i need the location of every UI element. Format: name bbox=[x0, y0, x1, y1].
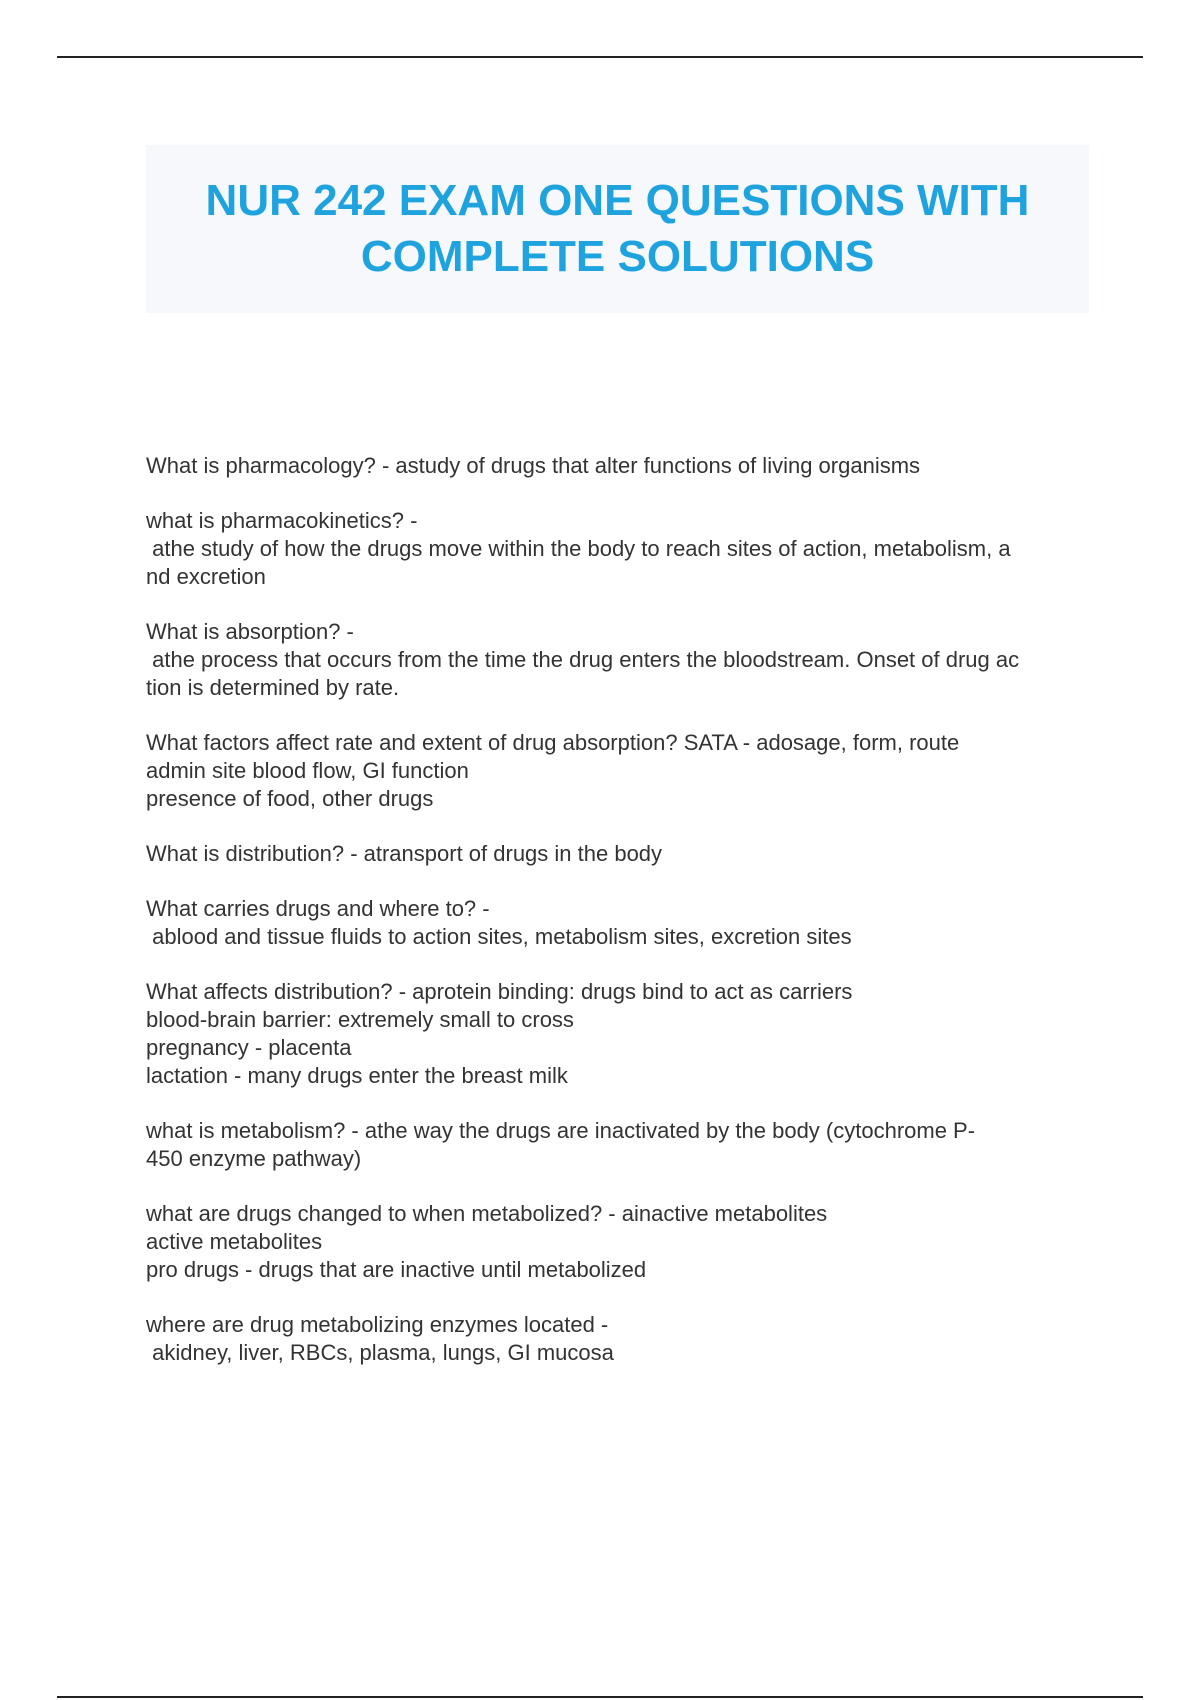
qa-metabolism bbox=[146, 1117, 1096, 1173]
document-title-box bbox=[146, 145, 1089, 313]
qa-line: 450 enzyme pathway) bbox=[146, 1146, 362, 1171]
qa-pharmacology bbox=[146, 452, 1096, 480]
qa-metabolites bbox=[146, 1200, 1096, 1284]
qa-absorption-factors bbox=[146, 729, 1096, 813]
qa-line: what is metabolism? - athe way the drugs are inactivated by the body (cytochrome P- bbox=[146, 1118, 976, 1143]
qa-distribution-factors bbox=[146, 978, 1096, 1090]
qa-line: What is distribution? - atransport of drugs in the body bbox=[146, 841, 663, 866]
qa-line: where are drug metabolizing enzymes located - bbox=[146, 1312, 609, 1337]
qa-line: What carries drugs and where to? - bbox=[146, 896, 490, 921]
qa-line: What affects distribution? - aprotein binding: drugs bind to act as carriers bbox=[146, 979, 853, 1004]
qa-line: lactation - many drugs enter the breast milk bbox=[146, 1063, 568, 1088]
qa-line: What is pharmacology? - astudy of drugs that alter functions of living organisms bbox=[146, 453, 921, 478]
qa-line: What is absorption? - bbox=[146, 619, 354, 644]
qa-line: what are drugs changed to when metabolized? - ainactive metabolites bbox=[146, 1201, 828, 1226]
qa-line: What factors affect rate and extent of drug absorption? SATA - adosage, form, route bbox=[146, 730, 960, 755]
qa-line: active metabolites bbox=[146, 1229, 323, 1254]
qa-line: athe process that occurs from the time the drug enters the bloodstream. Onset of drug ac bbox=[146, 647, 1020, 672]
qa-drug-carriers bbox=[146, 895, 1096, 951]
qa-absorption bbox=[146, 618, 1096, 702]
qa-line: athe study of how the drugs move within the body to reach sites of action, metabolism, a bbox=[146, 536, 1011, 561]
qa-line: presence of food, other drugs bbox=[146, 786, 434, 811]
qa-line: tion is determined by rate. bbox=[146, 675, 400, 700]
qa-enzyme-locations bbox=[146, 1311, 1096, 1367]
qa-line: pro drugs - drugs that are inactive until metabolized bbox=[146, 1257, 647, 1282]
qa-line: what is pharmacokinetics? - bbox=[146, 508, 418, 533]
bottom-rule bbox=[57, 1696, 1143, 1698]
document-title-line-2: COMPLETE SOLUTIONS bbox=[360, 232, 875, 281]
qa-line: blood-brain barrier: extremely small to cross bbox=[146, 1007, 574, 1032]
question-answer-list bbox=[146, 452, 1096, 1394]
qa-line: nd excretion bbox=[146, 564, 266, 589]
qa-pharmacokinetics bbox=[146, 507, 1096, 591]
qa-line: admin site blood flow, GI function bbox=[146, 758, 469, 783]
qa-line: pregnancy - placenta bbox=[146, 1035, 352, 1060]
qa-distribution bbox=[146, 840, 1096, 868]
qa-line: akidney, liver, RBCs, plasma, lungs, GI mucosa bbox=[146, 1340, 614, 1365]
qa-line: ablood and tissue fluids to action sites, metabolism sites, excretion sites bbox=[146, 924, 852, 949]
top-rule bbox=[57, 56, 1143, 58]
document-title-line-1: NUR 242 EXAM ONE QUESTIONS WITH bbox=[205, 176, 1030, 225]
